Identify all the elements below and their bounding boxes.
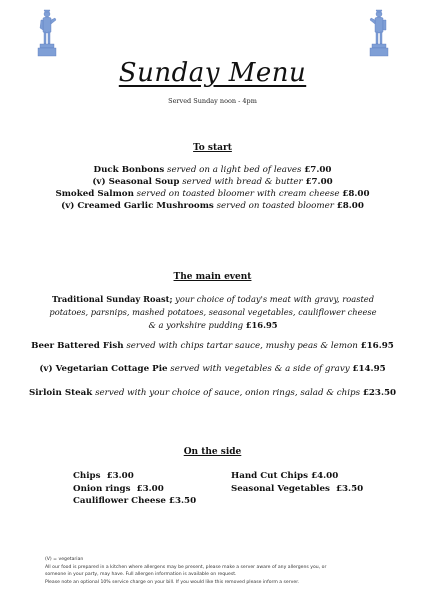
item-name: Traditional Sunday Roast; — [51, 294, 173, 304]
side-list-left — [73, 470, 196, 508]
item-price: £7.00 — [305, 177, 333, 187]
section-heading-start: To start — [193, 143, 232, 153]
item-name: Smoked Salmon — [55, 189, 134, 199]
item-name: (v) Vegetarian Cottage Pie — [39, 364, 168, 374]
side-item: Seasonal Vegetables £3.50 — [231, 483, 364, 494]
page-title: Sunday Menu — [118, 58, 307, 88]
item-price: £23.50 — [362, 388, 397, 398]
item-desc: your choice of today's meat with gravy, roasted potatoes, parsnips, mashed potatoes, seasonal vegetables, cauliflower cheese & a yorkshire pudding — [49, 294, 377, 330]
knight-figure-icon — [368, 8, 390, 58]
item-price: £8.00 — [336, 201, 364, 211]
item-desc: served with vegetables & a side of gravy — [170, 364, 350, 374]
serving-hours: Served Sunday noon - 4pm — [168, 97, 257, 105]
item-price: £14.95 — [352, 364, 386, 374]
menu-item — [0, 340, 425, 353]
menu-item-roast — [48, 293, 378, 332]
section-heading-side: On the side — [183, 447, 242, 457]
item-name: Duck Bonbons — [93, 165, 165, 175]
footer-notes — [45, 556, 385, 586]
menu-item — [0, 363, 425, 376]
item-desc: served on toasted bloomer — [216, 201, 334, 211]
item-desc: served on a light bed of leaves — [167, 165, 302, 175]
side-list-right — [231, 470, 363, 495]
item-name: (v) Seasonal Soup — [92, 177, 180, 187]
item-price: £8.00 — [342, 189, 370, 199]
item-name: (v) Creamed Garlic Mushrooms — [61, 201, 214, 211]
item-price: £16.95 — [245, 320, 278, 330]
footer-line: someone in your party, may have. Full allergen information is available on request. — [45, 572, 237, 577]
item-name: Beer Battered Fish — [31, 341, 124, 351]
side-item: Hand Cut Chips £4.00 — [231, 471, 339, 481]
footer-line: Please note an optional 10% service charge on your bill. If you would like this removed please inform a server. — [45, 579, 300, 585]
item-price: £7.00 — [304, 165, 332, 175]
item-desc: served on toasted bloomer with cream cheese — [136, 189, 340, 199]
footer-line: (V) = vegetarian — [45, 557, 84, 562]
side-item: Onion rings £3.00 — [73, 483, 164, 494]
menu-item — [0, 387, 425, 400]
item-desc: served with bread & butter — [182, 177, 303, 187]
side-item: Cauliflower Cheese £3.50 — [73, 496, 197, 506]
menu-item — [0, 200, 425, 213]
item-name: Sirloin Steak — [28, 388, 93, 398]
item-desc: served with chips tartar sauce, mushy peas & lemon — [126, 341, 358, 351]
section-heading-main: The main event — [173, 272, 252, 282]
footer-line: All our food is prepared in a kitchen where allergens may be present, please make a server aware of any allergens you, or — [45, 564, 327, 570]
knight-figure-icon — [36, 8, 58, 58]
side-item: Chips £3.00 — [73, 471, 134, 481]
item-desc: served with your choice of sauce, onion rings, salad & chips — [95, 388, 361, 398]
item-price: £16.95 — [360, 341, 394, 351]
